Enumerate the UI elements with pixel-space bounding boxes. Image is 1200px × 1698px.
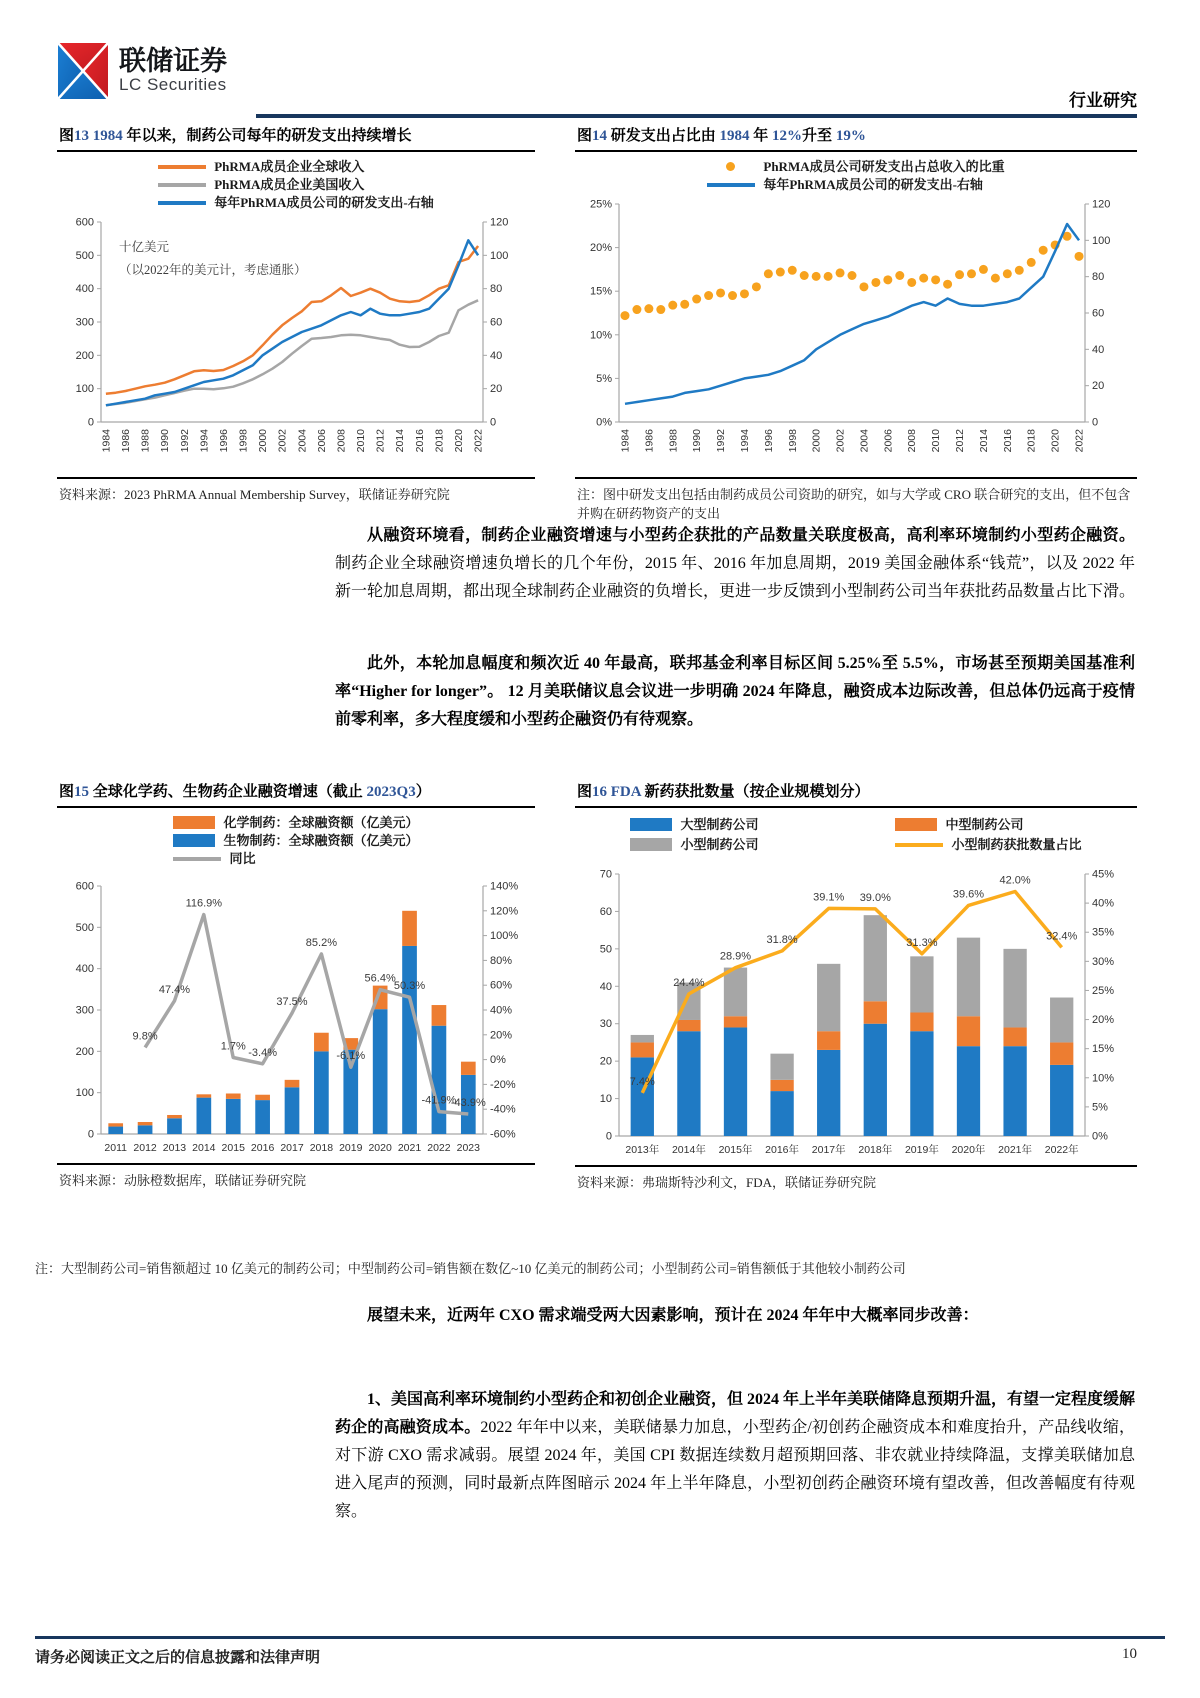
legend-swatch-icon: [158, 165, 206, 169]
figure-13-legend: [158, 158, 434, 212]
svg-text:5%: 5%: [596, 372, 612, 385]
svg-text:2014年: 2014年: [671, 1144, 706, 1156]
svg-text:100: 100: [490, 249, 509, 262]
svg-text:2015: 2015: [221, 1142, 245, 1154]
page-number: 10: [1122, 1646, 1137, 1662]
svg-text:1990: 1990: [691, 429, 704, 453]
svg-text:-3.4%: -3.4%: [248, 1046, 277, 1059]
svg-text:2017: 2017: [280, 1142, 304, 1154]
legend-swatch-icon: [630, 838, 672, 851]
figure-16-title: 图16 FDA 新药获批数量（按企业规模划分）: [575, 778, 1137, 808]
legend-swatch-icon: [173, 816, 215, 829]
svg-text:0%: 0%: [1092, 1130, 1108, 1143]
svg-text:2012: 2012: [133, 1142, 157, 1154]
legend-swatch-icon: [173, 834, 215, 847]
legend-label: 化学制药：全球融资额（亿美元）: [223, 815, 419, 830]
svg-text:39.1%: 39.1%: [813, 891, 845, 904]
legend-item: [630, 836, 865, 854]
svg-text:0: 0: [87, 416, 94, 429]
svg-text:2014: 2014: [394, 429, 407, 453]
svg-text:25%: 25%: [1092, 984, 1115, 997]
svg-text:35%: 35%: [1092, 926, 1115, 939]
svg-text:40%: 40%: [1092, 897, 1115, 910]
svg-text:2013年: 2013年: [625, 1144, 660, 1156]
legend-swatch-icon: [726, 162, 735, 171]
footer-rule: [35, 1636, 1165, 1639]
svg-text:200: 200: [75, 349, 94, 362]
svg-text:2020: 2020: [1049, 429, 1062, 453]
svg-text:1984: 1984: [619, 429, 632, 453]
brand-name-en: LC Securities: [119, 75, 227, 95]
figure-16: [575, 778, 1137, 1193]
svg-text:2014: 2014: [192, 1142, 216, 1154]
svg-text:2018: 2018: [433, 429, 446, 453]
svg-text:31.8%: 31.8%: [766, 933, 798, 946]
figure-13: [57, 122, 535, 505]
svg-text:9.8%: 9.8%: [132, 1030, 158, 1043]
svg-text:2021年: 2021年: [998, 1144, 1033, 1156]
svg-text:2017年: 2017年: [811, 1144, 846, 1156]
legend-item: [173, 832, 418, 850]
svg-text:25%: 25%: [589, 198, 612, 211]
figure-14-title: 图14 研发支出占比由 1984 年 12%升至 19%: [575, 122, 1137, 152]
legend-item: [707, 176, 983, 194]
svg-text:1996: 1996: [217, 429, 230, 453]
svg-text:0%: 0%: [490, 1054, 506, 1067]
figure-16-chart: [575, 856, 1133, 1162]
svg-text:10%: 10%: [1092, 1072, 1115, 1085]
svg-text:2008: 2008: [335, 429, 348, 453]
svg-text:7.4%: 7.4%: [629, 1075, 655, 1088]
footer-disclaimer: 请务必阅读正文之后的信息披露和法律声明: [35, 1650, 321, 1666]
svg-text:30: 30: [599, 1018, 612, 1031]
figure-14: [575, 122, 1137, 524]
svg-text:20%: 20%: [490, 1029, 513, 1042]
svg-text:2004: 2004: [296, 429, 309, 453]
svg-text:0%: 0%: [596, 416, 612, 429]
svg-text:2006: 2006: [315, 429, 328, 453]
legend-swatch-icon: [895, 843, 943, 847]
svg-text:2011: 2011: [104, 1142, 127, 1154]
svg-text:2022年: 2022年: [1044, 1144, 1079, 1156]
svg-text:15%: 15%: [1092, 1043, 1115, 1056]
svg-text:2020: 2020: [368, 1142, 392, 1154]
legend-label: 小型制药公司: [680, 837, 759, 852]
svg-text:30%: 30%: [1092, 955, 1115, 968]
svg-text:-60%: -60%: [490, 1128, 516, 1141]
svg-text:2022: 2022: [1073, 429, 1086, 453]
figure-16-legend: [630, 816, 1081, 854]
header-rule: [256, 114, 1137, 118]
svg-text:1994: 1994: [198, 429, 211, 453]
svg-text:1984: 1984: [100, 429, 113, 453]
legend-label: PhRMA成员企业全球收入: [214, 159, 365, 174]
svg-text:2013: 2013: [162, 1142, 187, 1154]
svg-text:100: 100: [75, 383, 94, 396]
svg-text:1990: 1990: [159, 429, 172, 453]
figure-15-legend: [173, 814, 418, 868]
legend-label: PhRMA成员企业美国收入: [214, 177, 365, 192]
legend-label: 每年PhRMA成员公司的研发支出-右轴: [763, 177, 983, 192]
svg-text:2018: 2018: [1025, 429, 1038, 453]
body-paragraph-3: 展望未来，近两年 CXO 需求端受两大因素影响，预计在 2024 年年中大概率同步改善：: [367, 1307, 979, 1324]
svg-text:100: 100: [75, 1087, 94, 1100]
legend-swatch-icon: [173, 857, 221, 861]
svg-text:2002: 2002: [276, 429, 289, 453]
svg-text:2019年: 2019年: [904, 1144, 939, 1156]
svg-text:2006: 2006: [882, 429, 895, 453]
figure-15-chart: [57, 868, 531, 1160]
svg-text:70: 70: [599, 868, 612, 881]
svg-text:2000: 2000: [257, 429, 270, 453]
svg-text:20%: 20%: [589, 242, 612, 255]
svg-text:2016: 2016: [1001, 429, 1014, 453]
legend-swatch-icon: [158, 201, 206, 205]
svg-text:20: 20: [1092, 380, 1105, 393]
svg-text:1998: 1998: [786, 429, 799, 453]
svg-text:2020: 2020: [453, 429, 466, 453]
company-logo: [57, 42, 227, 100]
svg-text:28.9%: 28.9%: [719, 950, 752, 963]
legend-label: PhRMA成员公司研发支出占总收入的比重: [763, 159, 1005, 174]
svg-text:2000: 2000: [810, 429, 823, 453]
legend-item: [630, 816, 865, 834]
svg-text:85.2%: 85.2%: [305, 936, 337, 949]
legend-item: [173, 814, 418, 832]
svg-text:1996: 1996: [762, 429, 775, 453]
svg-text:600: 600: [75, 216, 94, 229]
svg-text:80: 80: [1092, 271, 1105, 284]
svg-text:2016: 2016: [413, 429, 426, 453]
svg-text:2014: 2014: [977, 429, 990, 453]
svg-text:10%: 10%: [589, 329, 612, 342]
svg-text:400: 400: [75, 283, 94, 296]
svg-text:2016: 2016: [250, 1142, 275, 1154]
svg-text:2008: 2008: [906, 429, 919, 453]
svg-text:60%: 60%: [490, 979, 513, 992]
svg-text:20: 20: [599, 1055, 612, 1068]
svg-text:37.5%: 37.5%: [276, 996, 308, 1009]
legend-swatch-icon: [630, 818, 672, 831]
svg-text:400: 400: [75, 963, 94, 976]
legend-item: [895, 816, 1081, 834]
svg-text:1992: 1992: [715, 429, 728, 453]
svg-text:15%: 15%: [589, 285, 612, 298]
svg-text:60: 60: [599, 905, 612, 918]
svg-text:1992: 1992: [178, 429, 191, 453]
body-paragraph-2: 此外，本轮加息幅度和频次近 40 年最高，联邦基金利率目标区间 5.25%至 5.5%，市场甚至预期美国基准利率“Higher for longer”。 12 月美联储议息会议进一步明确 2024 年降息，融资成本边际改善，但总体仍远高于疫情前零利率，多大程度缓和小型药企融资仍有待观察。: [335, 655, 1135, 728]
svg-text:-6.1%: -6.1%: [336, 1050, 366, 1063]
svg-text:40: 40: [1092, 343, 1105, 356]
svg-text:1998: 1998: [237, 429, 250, 453]
svg-text:10: 10: [599, 1093, 612, 1106]
figure-15-source: 资料来源：动脉橙数据库，联储证券研究院: [57, 1163, 535, 1191]
svg-text:0: 0: [490, 416, 497, 429]
svg-text:200: 200: [75, 1045, 94, 1058]
body-paragraph-4: 1、美国高利率环境制约小型药企和初创企业融资，但 2024 年上半年美联储降息预期升温，有望一定程度缓解药企的高融资成本。2022 年年中以来，美联储暴力加息，小型药企/初创药企融资成本和难度抬升，产品线收缩，对下游 CXO 需求减弱。展望 2024 年，美国 CPI 数据连续数月超预期回落、非农就业持续降温，支撑美联储加息进入尾声的预测，同时最新点阵图暗示 2024 年上半年降息，小型初创药企融资环境有望改善，但改善幅度有待观察。: [335, 1391, 1136, 1520]
svg-text:2012: 2012: [374, 429, 387, 453]
svg-text:2015年: 2015年: [718, 1144, 753, 1156]
svg-text:39.6%: 39.6%: [952, 888, 985, 901]
legend-label: 小型制药获批数量占比: [951, 837, 1082, 852]
legend-item: [173, 850, 255, 868]
svg-text:2010: 2010: [930, 429, 943, 453]
svg-text:20: 20: [490, 383, 503, 396]
legend-item: [158, 194, 434, 212]
legend-label: 每年PhRMA成员公司的研发支出-右轴: [214, 195, 434, 210]
svg-text:50.3%: 50.3%: [393, 980, 426, 993]
figure-14-legend: [707, 158, 1004, 194]
svg-text:-43.9%: -43.9%: [450, 1097, 486, 1110]
svg-text:2012: 2012: [954, 429, 967, 453]
legend-label: 同比: [229, 851, 256, 866]
svg-text:1986: 1986: [643, 429, 656, 453]
svg-text:-20%: -20%: [490, 1078, 516, 1091]
svg-text:2022: 2022: [472, 429, 485, 453]
svg-text:60: 60: [490, 316, 503, 329]
svg-text:100%: 100%: [490, 930, 519, 943]
svg-text:56.4%: 56.4%: [364, 972, 396, 985]
svg-text:2010: 2010: [355, 429, 368, 453]
svg-text:2004: 2004: [858, 429, 871, 453]
svg-text:300: 300: [75, 1004, 94, 1017]
svg-text:0: 0: [1092, 416, 1099, 429]
svg-text:0: 0: [87, 1128, 94, 1141]
legend-swatch-icon: [895, 818, 937, 831]
svg-text:116.9%: 116.9%: [185, 897, 223, 910]
svg-text:120%: 120%: [490, 905, 519, 918]
figure-definitions-note: 注：大型制药公司=销售额超过 10 亿美元的制药公司；中型制药公司=销售额在数亿~10 亿美元的制药公司；小型制药公司=销售额低于其他较小制药公司: [35, 1261, 906, 1276]
figure-14-note: 注：图中研发支出包括由制药成员公司资助的研究，如与大学或 CRO 联合研究的支出，但不包含并购在研药物资产的支出: [575, 477, 1137, 524]
svg-text:80%: 80%: [490, 954, 513, 967]
legend-swatch-icon: [707, 183, 755, 187]
svg-text:300: 300: [75, 316, 94, 329]
lc-logo-icon: [57, 42, 109, 100]
svg-text:1.7%: 1.7%: [220, 1040, 246, 1053]
svg-text:31.3%: 31.3%: [906, 936, 938, 949]
doc-type-label: 行业研究: [1069, 91, 1137, 110]
svg-text:1994: 1994: [738, 429, 751, 453]
svg-text:1988: 1988: [667, 429, 680, 453]
svg-text:120: 120: [490, 216, 509, 229]
legend-label: 中型制药公司: [945, 817, 1024, 832]
svg-text:2021: 2021: [397, 1142, 422, 1154]
svg-text:80: 80: [490, 283, 503, 296]
svg-text:140%: 140%: [490, 880, 519, 893]
legend-item: [895, 836, 1081, 854]
svg-text:100: 100: [1092, 234, 1111, 247]
svg-text:32.4%: 32.4%: [1046, 930, 1078, 943]
figure-13-title: 图13 1984 年以来，制药公司每年的研发支出持续增长: [57, 122, 535, 152]
svg-text:-40%: -40%: [490, 1103, 516, 1116]
legend-swatch-icon: [158, 183, 206, 187]
svg-text:2023: 2023: [456, 1142, 480, 1154]
svg-text:40%: 40%: [490, 1004, 513, 1017]
figure-14-chart: [575, 194, 1133, 474]
svg-text:5%: 5%: [1092, 1101, 1108, 1114]
svg-text:42.0%: 42.0%: [999, 874, 1031, 887]
figure-16-source: 资料来源：弗瑞斯特沙利文，FDA，联储证券研究院: [575, 1165, 1137, 1193]
svg-text:20%: 20%: [1092, 1014, 1115, 1027]
svg-text:500: 500: [75, 249, 94, 262]
legend-item: [158, 176, 364, 194]
svg-text:-41.9%: -41.9%: [421, 1094, 457, 1107]
svg-text:50: 50: [599, 943, 612, 956]
figure-13-source: 资料来源：2023 PhRMA Annual Membership Survey，联储证券研究院: [57, 477, 535, 505]
svg-text:45%: 45%: [1092, 868, 1115, 881]
brand-name-cn: 联储证券: [119, 45, 227, 76]
figure-15: [57, 778, 535, 1191]
svg-text:0: 0: [605, 1130, 612, 1143]
legend-item: [707, 158, 1004, 176]
figure-15-title: 图15 全球化学药、生物药企业融资增速（截止 2023Q3）: [57, 778, 535, 808]
svg-text:40: 40: [490, 349, 503, 362]
svg-text:47.4%: 47.4%: [158, 983, 191, 996]
svg-text:2018: 2018: [309, 1142, 334, 1154]
svg-text:2020年: 2020年: [951, 1144, 986, 1156]
legend-item: [158, 158, 364, 176]
legend-label: 大型制药公司: [680, 817, 759, 832]
svg-text:2022: 2022: [427, 1142, 451, 1154]
svg-text:24.4%: 24.4%: [673, 976, 705, 989]
svg-text:60: 60: [1092, 307, 1105, 320]
svg-text:2002: 2002: [834, 429, 847, 453]
svg-text:39.0%: 39.0%: [859, 891, 891, 904]
svg-text:2019: 2019: [339, 1142, 363, 1154]
figure-13-annotation: 十亿美元 （以2022年的美元计，考虑通胀）: [119, 240, 307, 277]
svg-text:1988: 1988: [139, 429, 152, 453]
body-paragraph-1: 从融资环境看，制药企业融资增速与小型药企获批的产品数量关联度极高，高利率环境制约小型药企融资。制药企业全球融资增速负增长的几个年份，2015 年、2016 年加息周期，2019 美国金融体系“钱荒”，以及 2022 年新一轮加息周期，都出现全球制药企业融资的负增长，更进一步反馈到小型制药公司当年获批药品数量占比下滑。: [335, 527, 1136, 600]
svg-text:40: 40: [599, 980, 612, 993]
svg-text:120: 120: [1092, 198, 1111, 211]
svg-text:2018年: 2018年: [858, 1144, 893, 1156]
legend-label: 生物制药：全球融资额（亿美元）: [223, 833, 419, 848]
svg-text:600: 600: [75, 880, 94, 893]
svg-text:1986: 1986: [119, 429, 132, 453]
svg-text:2016年: 2016年: [765, 1144, 800, 1156]
svg-text:500: 500: [75, 921, 94, 934]
